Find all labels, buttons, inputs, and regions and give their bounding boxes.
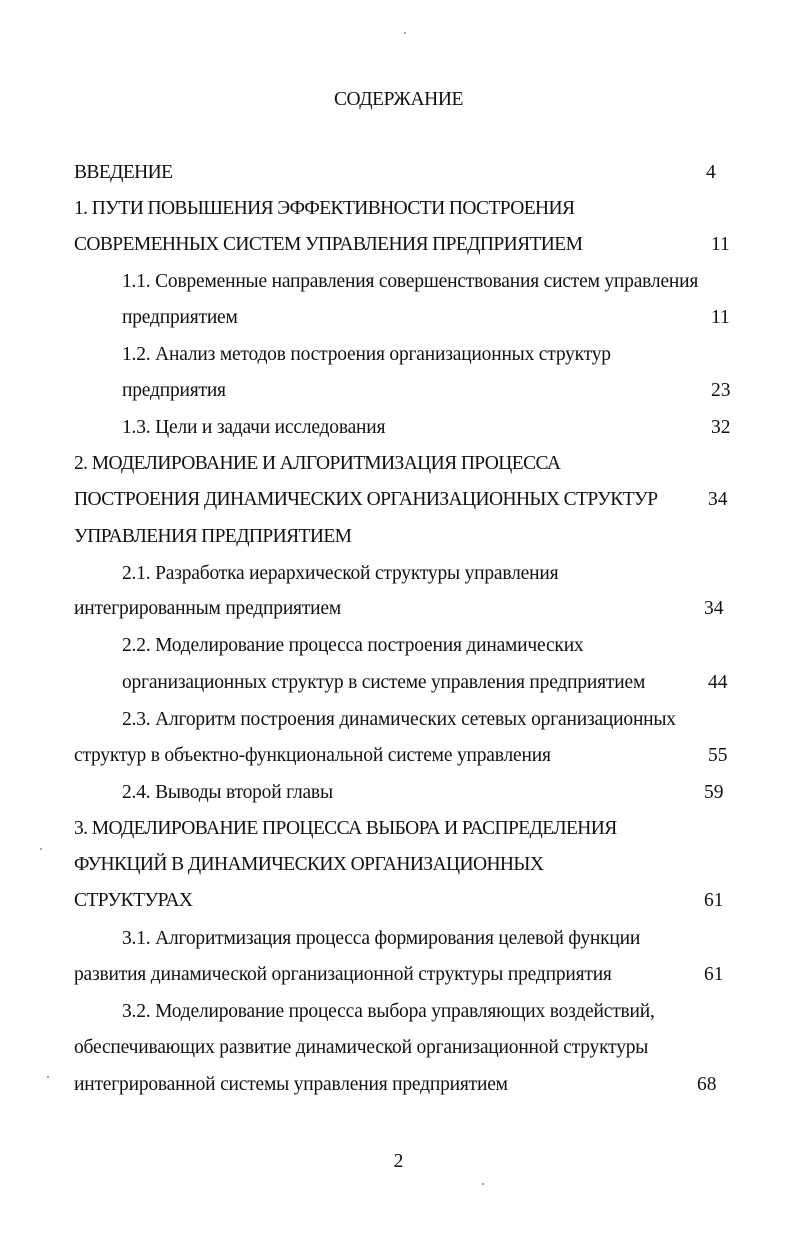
toc-s3-1-line1: 3.1. Алгоритмизация процесса формирования целевой функции: [122, 928, 641, 949]
toc-intro-label: ВВЕДЕНИЕ: [74, 162, 173, 183]
page-title: СОДЕРЖАНИЕ: [333, 89, 464, 110]
toc-ch2-line1: 2. МОДЕЛИРОВАНИЕ И АЛГОРИТМИЗАЦИЯ ПРОЦЕССА: [74, 453, 561, 474]
toc-s1-3-page: 32: [711, 417, 731, 438]
toc-s3-2-line3: интегрированной системы управления предприятием: [74, 1074, 508, 1095]
toc-s2-1-line1: 2.1. Разработка иерархической структуры управления: [122, 563, 559, 584]
toc-s1-1-page: 11: [711, 307, 730, 328]
toc-s2-2-page: 44: [708, 672, 728, 693]
toc-s3-2-line2: обеспечивающих развитие динамической организационной структуры: [74, 1037, 649, 1058]
toc-s1-3-line1: 1.3. Цели и задачи исследования: [122, 417, 386, 438]
toc-ch2-line2: ПОСТРОЕНИЯ ДИНАМИЧЕСКИХ ОРГАНИЗАЦИОННЫХ СТРУКТУР: [74, 489, 658, 510]
page-number: 2: [393, 1151, 404, 1172]
toc-ch1-line1: 1. ПУТИ ПОВЫШЕНИЯ ЭФФЕКТИВНОСТИ ПОСТРОЕНИЯ: [74, 198, 575, 219]
scan-speck: [404, 32, 406, 34]
toc-s3-2-line1: 3.2. Моделирование процесса выбора управляющих воздействий,: [122, 1001, 655, 1022]
toc-s1-2-line1: 1.2. Анализ методов построения организационных структур: [122, 344, 611, 365]
toc-s2-4-page: 59: [704, 782, 724, 803]
toc-ch3-page: 61: [704, 890, 724, 911]
toc-intro-page: 4: [706, 162, 716, 183]
toc-s1-1-line1: 1.1. Современные направления совершенствования систем управления: [122, 271, 699, 292]
toc-s1-2-line2: предприятия: [122, 380, 226, 401]
toc-s3-2-page: 68: [697, 1074, 717, 1095]
toc-ch2-line3: УПРАВЛЕНИЯ ПРЕДПРИЯТИЕМ: [74, 526, 352, 547]
toc-ch3-line2: ФУНКЦИЙ В ДИНАМИЧЕСКИХ ОРГАНИЗАЦИОННЫХ: [74, 854, 544, 875]
toc-ch3-line3: СТРУКТУРАХ: [74, 890, 193, 911]
toc-s2-1-page: 34: [704, 598, 724, 619]
toc-ch1-line2: СОВРЕМЕННЫХ СИСТЕМ УПРАВЛЕНИЯ ПРЕДПРИЯТИЕМ: [74, 234, 583, 255]
toc-s2-3-line1: 2.3. Алгоритм построения динамических сетевых организационных: [122, 709, 676, 730]
toc-s2-1-line2: интегрированным предприятием: [74, 598, 341, 619]
toc-s2-2-line2: организационных структур в системе управления предприятием: [122, 672, 646, 693]
toc-s2-4-line1: 2.4. Выводы второй главы: [122, 782, 333, 803]
scan-speck: [47, 1076, 49, 1078]
toc-s1-1-line2: предприятием: [122, 307, 238, 328]
scan-speck: [40, 848, 42, 850]
toc-s3-1-page: 61: [704, 964, 724, 985]
toc-ch3-line1: 3. МОДЕЛИРОВАНИЕ ПРОЦЕССА ВЫБОРА И РАСПРЕДЕЛЕНИЯ: [74, 818, 617, 839]
toc-s3-1-line2: развития динамической организационной структуры предприятия: [74, 964, 612, 985]
toc-ch2-page: 34: [708, 489, 728, 510]
toc-s2-3-page: 55: [708, 745, 728, 766]
toc-s2-3-line2: структур в объектно-функциональной системе управления: [74, 745, 551, 766]
toc-s2-2-line1: 2.2. Моделирование процесса построения динамических: [122, 635, 584, 656]
toc-ch1-page: 11: [711, 234, 730, 255]
scan-speck: [482, 1183, 484, 1185]
toc-s1-2-page: 23: [711, 380, 731, 401]
